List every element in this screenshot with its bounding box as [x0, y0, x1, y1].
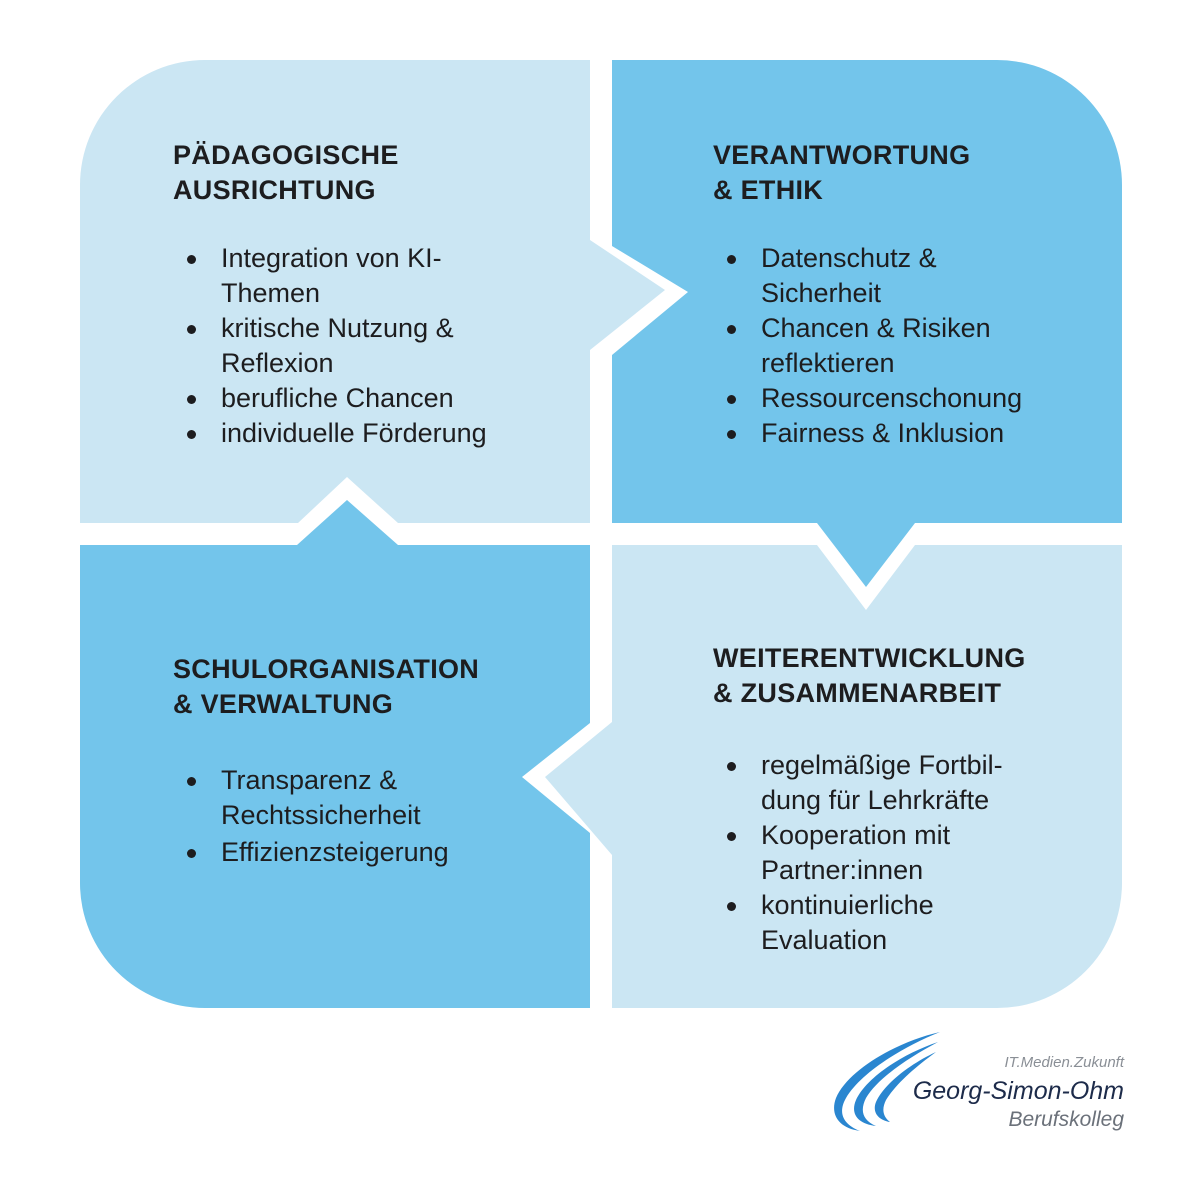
bullet-list	[173, 763, 573, 870]
bullet-icon	[187, 777, 196, 786]
quadrant-top-right	[713, 138, 1113, 451]
quadrant-title: PÄDAGOGISCHE AUSRICHTUNG	[173, 140, 399, 205]
bullet-icon	[727, 325, 736, 334]
list-item-text: berufliche Chancen	[221, 383, 454, 413]
bullet-icon	[727, 430, 736, 439]
logo-subtitle: Berufskolleg	[1008, 1108, 1124, 1131]
logo-name: Georg-Simon-Ohm	[912, 1077, 1124, 1105]
school-logo	[826, 1028, 1136, 1138]
bullet-icon	[727, 395, 736, 404]
list-item	[713, 311, 1113, 381]
list-item	[713, 416, 1113, 451]
quadrant-title: SCHULORGANISATION & VERWALTUNG	[173, 654, 480, 719]
bullet-list	[173, 241, 573, 451]
list-item-text: Datenschutz & Sicherheit	[761, 243, 937, 308]
list-item	[173, 311, 573, 381]
bullet-list	[713, 241, 1113, 451]
list-item-text: kontinuierliche Evaluation	[761, 890, 934, 955]
list-item	[713, 818, 1113, 888]
quadrant-bottom-right	[713, 641, 1113, 958]
bullet-icon	[727, 902, 736, 911]
list-item-text: Ressourcenschonung	[761, 383, 1023, 413]
list-item	[173, 381, 573, 416]
list-item-text: Fairness & Inklusion	[761, 418, 1005, 448]
list-item	[713, 888, 1113, 958]
quadrant-bottom-left	[173, 652, 573, 870]
list-item-text: Integration von KI- Themen	[221, 243, 442, 308]
bullet-icon	[187, 430, 196, 439]
bullet-icon	[727, 832, 736, 841]
bullet-icon	[727, 255, 736, 264]
logo-tagline: IT.Medien.Zukunft	[1004, 1054, 1124, 1071]
quadrant-title: VERANTWORTUNG & ETHIK	[713, 140, 971, 205]
list-item-text: individuelle Förderung	[221, 418, 487, 448]
list-item	[713, 241, 1113, 311]
bullet-icon	[187, 325, 196, 334]
bullet-icon	[187, 255, 196, 264]
list-item	[713, 381, 1113, 416]
list-item	[173, 241, 573, 311]
bullet-list	[713, 748, 1113, 958]
list-item-text: kritische Nutzung & Reflexion	[221, 313, 454, 378]
list-item	[173, 416, 573, 451]
list-item-text: Chancen & Risiken reflektieren	[761, 313, 991, 378]
list-item-text: Kooperation mit Partner:innen	[761, 820, 951, 885]
quadrant-title: WEITERENTWICKLUNG & ZUSAMMENARBEIT	[713, 643, 1026, 708]
list-item	[713, 748, 1113, 818]
quadrant-top-left	[173, 138, 573, 451]
bullet-icon	[187, 849, 196, 858]
list-item-text: Transparenz & Rechtssicherheit	[221, 765, 421, 830]
list-item	[173, 835, 573, 870]
bullet-icon	[727, 762, 736, 771]
list-item-text: Effizienzsteigerung	[221, 837, 449, 867]
bullet-icon	[187, 395, 196, 404]
list-item-text: regelmäßige Fortbil- dung für Lehrkräfte	[761, 750, 1003, 815]
list-item	[173, 763, 573, 833]
